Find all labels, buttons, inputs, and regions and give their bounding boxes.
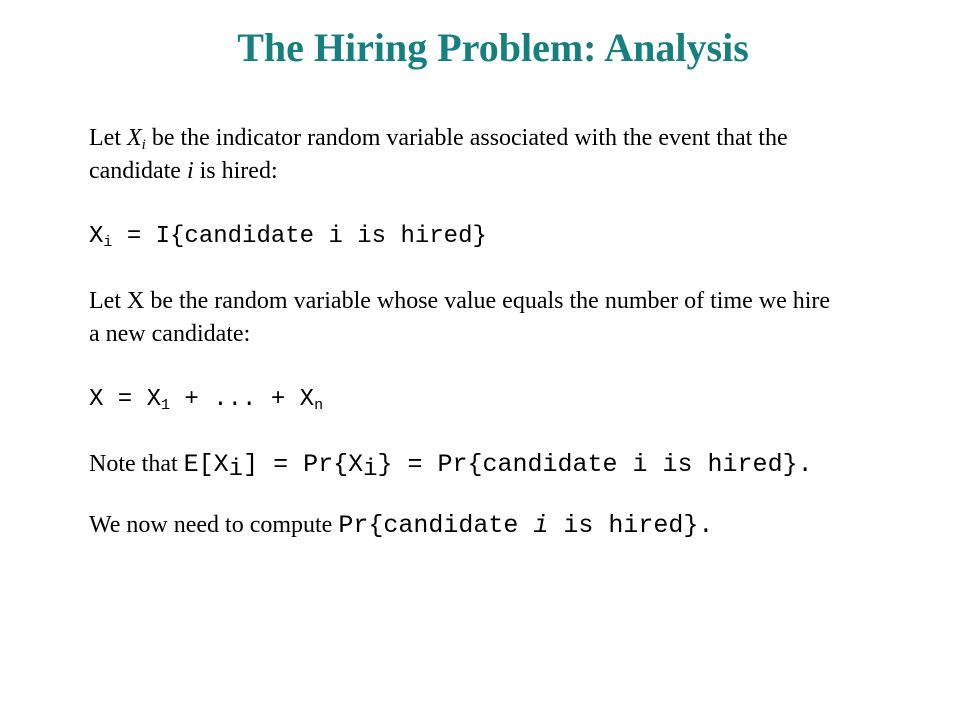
compute-expr-part-2: is hired}. [548,511,714,540]
text-candidate: candidate [89,158,187,184]
indicator-equation [89,220,929,253]
eq1-var: X [89,223,104,250]
expectation-part-3: } = Pr{candidate i is hired}. [377,450,813,479]
compute-expr-part-1: Pr{candidate [338,511,534,540]
compute-expr-var-i: i [533,511,549,540]
indicator-definition-text: be the indicator random variable associated with the event that the [145,125,788,151]
random-variable-definition-line-2: a new candidate: [89,321,251,347]
var-i: i [186,158,194,184]
slide-body [89,122,929,542]
eq2-subscript-n: n [314,397,324,414]
eq2-lhs: X = X [89,386,162,413]
expectation-note [89,448,929,481]
expectation-part-2: ] = Pr{X [243,450,364,479]
compute-note [89,509,929,542]
text-is-hired: is hired: [193,158,278,184]
eq1-rhs: = I{candidate i is hired} [112,223,487,250]
slide-title: The Hiring Problem: Analysis [237,25,749,70]
expectation-subscript-1: i [228,456,244,483]
var-x-subscript: i [141,137,146,153]
eq2-subscript-1: 1 [161,397,171,414]
compute-text: We now need to compute [89,512,339,538]
random-variable-definition-line-1: Let X be the random variable whose value equals the number of time we hire [89,288,831,314]
indicator-definition-line-2 [89,155,929,188]
eq1-subscript: i [103,234,113,251]
indicator-definition-line-1 [89,122,929,155]
eq2-mid: + ... + X [170,386,315,413]
expectation-part-1: E[X [183,450,229,479]
text-let: Let [89,125,127,151]
sum-equation [89,383,929,416]
note-that-text: Note that [89,451,184,477]
var-x: X [126,125,142,151]
expectation-subscript-2: i [363,456,378,483]
